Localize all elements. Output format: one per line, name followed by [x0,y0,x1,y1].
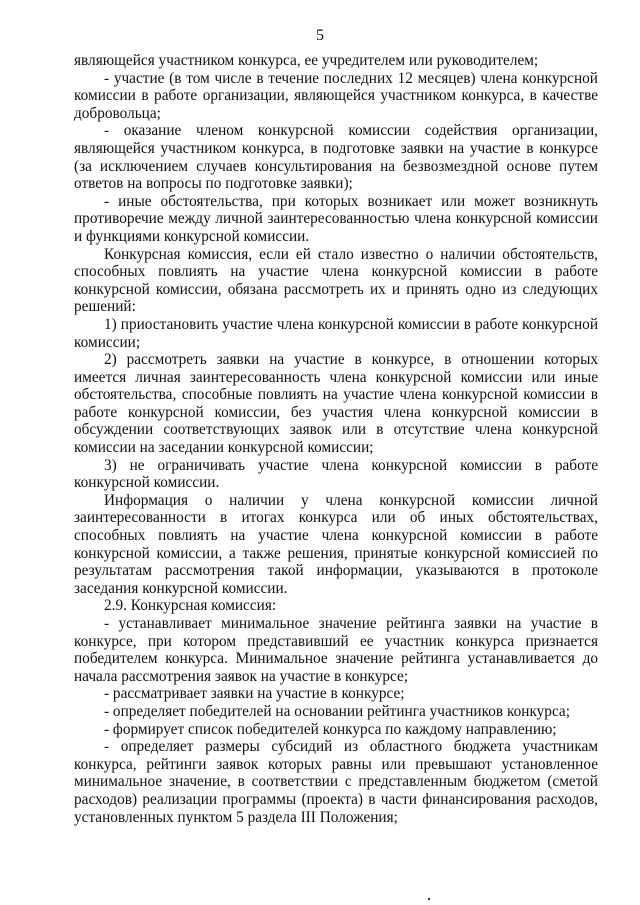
paragraph: являющейся участником конкурса, ее учредителем или руководителем; [74,52,539,69]
list-item-winners: - определяет победителей на основании рейтинга участников конкурса; [104,702,570,720]
list-item-min-rating: - устанавливает минимальное значение рейтинга заявки на участие в конкурсе, при котором представивший ее участник конкурса признается победителем конкурса. Минимальное значение рейтинга устанавливается до начала рассмотрения заявок на участие в конкурсе; [74,615,598,685]
paragraph-commission-decision: Конкурсная комиссия, если ей стало известно о наличии обстоятельств, способных повлиять на участие члена конкурсной комиссии в работе конкурсной комиссии, обязана рассмотреть их и принять одно из следующих решений: [74,245,598,316]
list-item-other-circumstances: - иные обстоятельства, при которых возникает или может возникнуть противоречие между личной заинтересованностью члена конкурсной комиссии и функциями конкурсной комиссии. [74,192,598,245]
page-number: 5 [316,27,324,44]
list-item-subsidies: - определяет размеры субсидий из областного бюджета участникам конкурса, рейтинги заявок которых равны или превышают установленное минимальное значение, в соответствии с представленным бюджетом (сметой расходов) реализации программы (проекта) в части финансирования расходов, установленных пунктом 5 раздела III Положения; [74,738,598,826]
paragraph-information: Информация о наличии у члена конкурсной комиссии личной заинтересованности в итогах конкурса или об иных обстоятельствах, способных повлиять на участие члена конкурсной комиссии в работе конкурсной комиссии, а также решения, принятые конкурсной комиссией по результатам рассмотрения такой информации, указываются в протоколе заседания конкурсной комиссии. [74,491,598,597]
list-item-option-1: 1) приостановить участие члена конкурсной комиссии в работе конкурсной комиссии; [74,315,598,351]
document-body [74,52,598,826]
list-item-assistance: - оказание членом конкурсной комиссии содействия организации, являющейся участником конкурса, в подготовке заявки на участие в конкурсе (за исключением случаев консультирования на безвозмездной основе путем ответов на вопросы по подготовке заявки); [74,122,598,193]
section-heading-2-9: 2.9. Конкурсная комиссия: [104,597,277,615]
list-item-winners-list: - формирует список победителей конкурса по каждому направлению; [104,720,557,738]
scan-speck [428,898,430,900]
list-item-review: - рассматривает заявки на участие в конкурсе; [104,685,405,703]
list-item-option-2: 2) рассмотреть заявки на участие в конкурсе, в отношении которых имеется личная заинтересованность члена конкурсной комиссии или иные обстоятельства, способные повлиять на участие члена конкурсной комиссии в работе конкурсной комиссии, без участия члена конкурсной комиссии в обсуждении соответствующих заявок или в отсутствие члена конкурсной комиссии на заседании конкурсной комиссии; [74,351,598,457]
list-item-option-3: 3) не ограничивать участие члена конкурсной комиссии в работе конкурсной комиссии. [74,456,598,492]
list-item-volunteer: - участие (в том числе в течение последних 12 месяцев) члена конкурсной комиссии в работе организации, являющейся участником конкурса, в качестве добровольца; [74,69,598,122]
